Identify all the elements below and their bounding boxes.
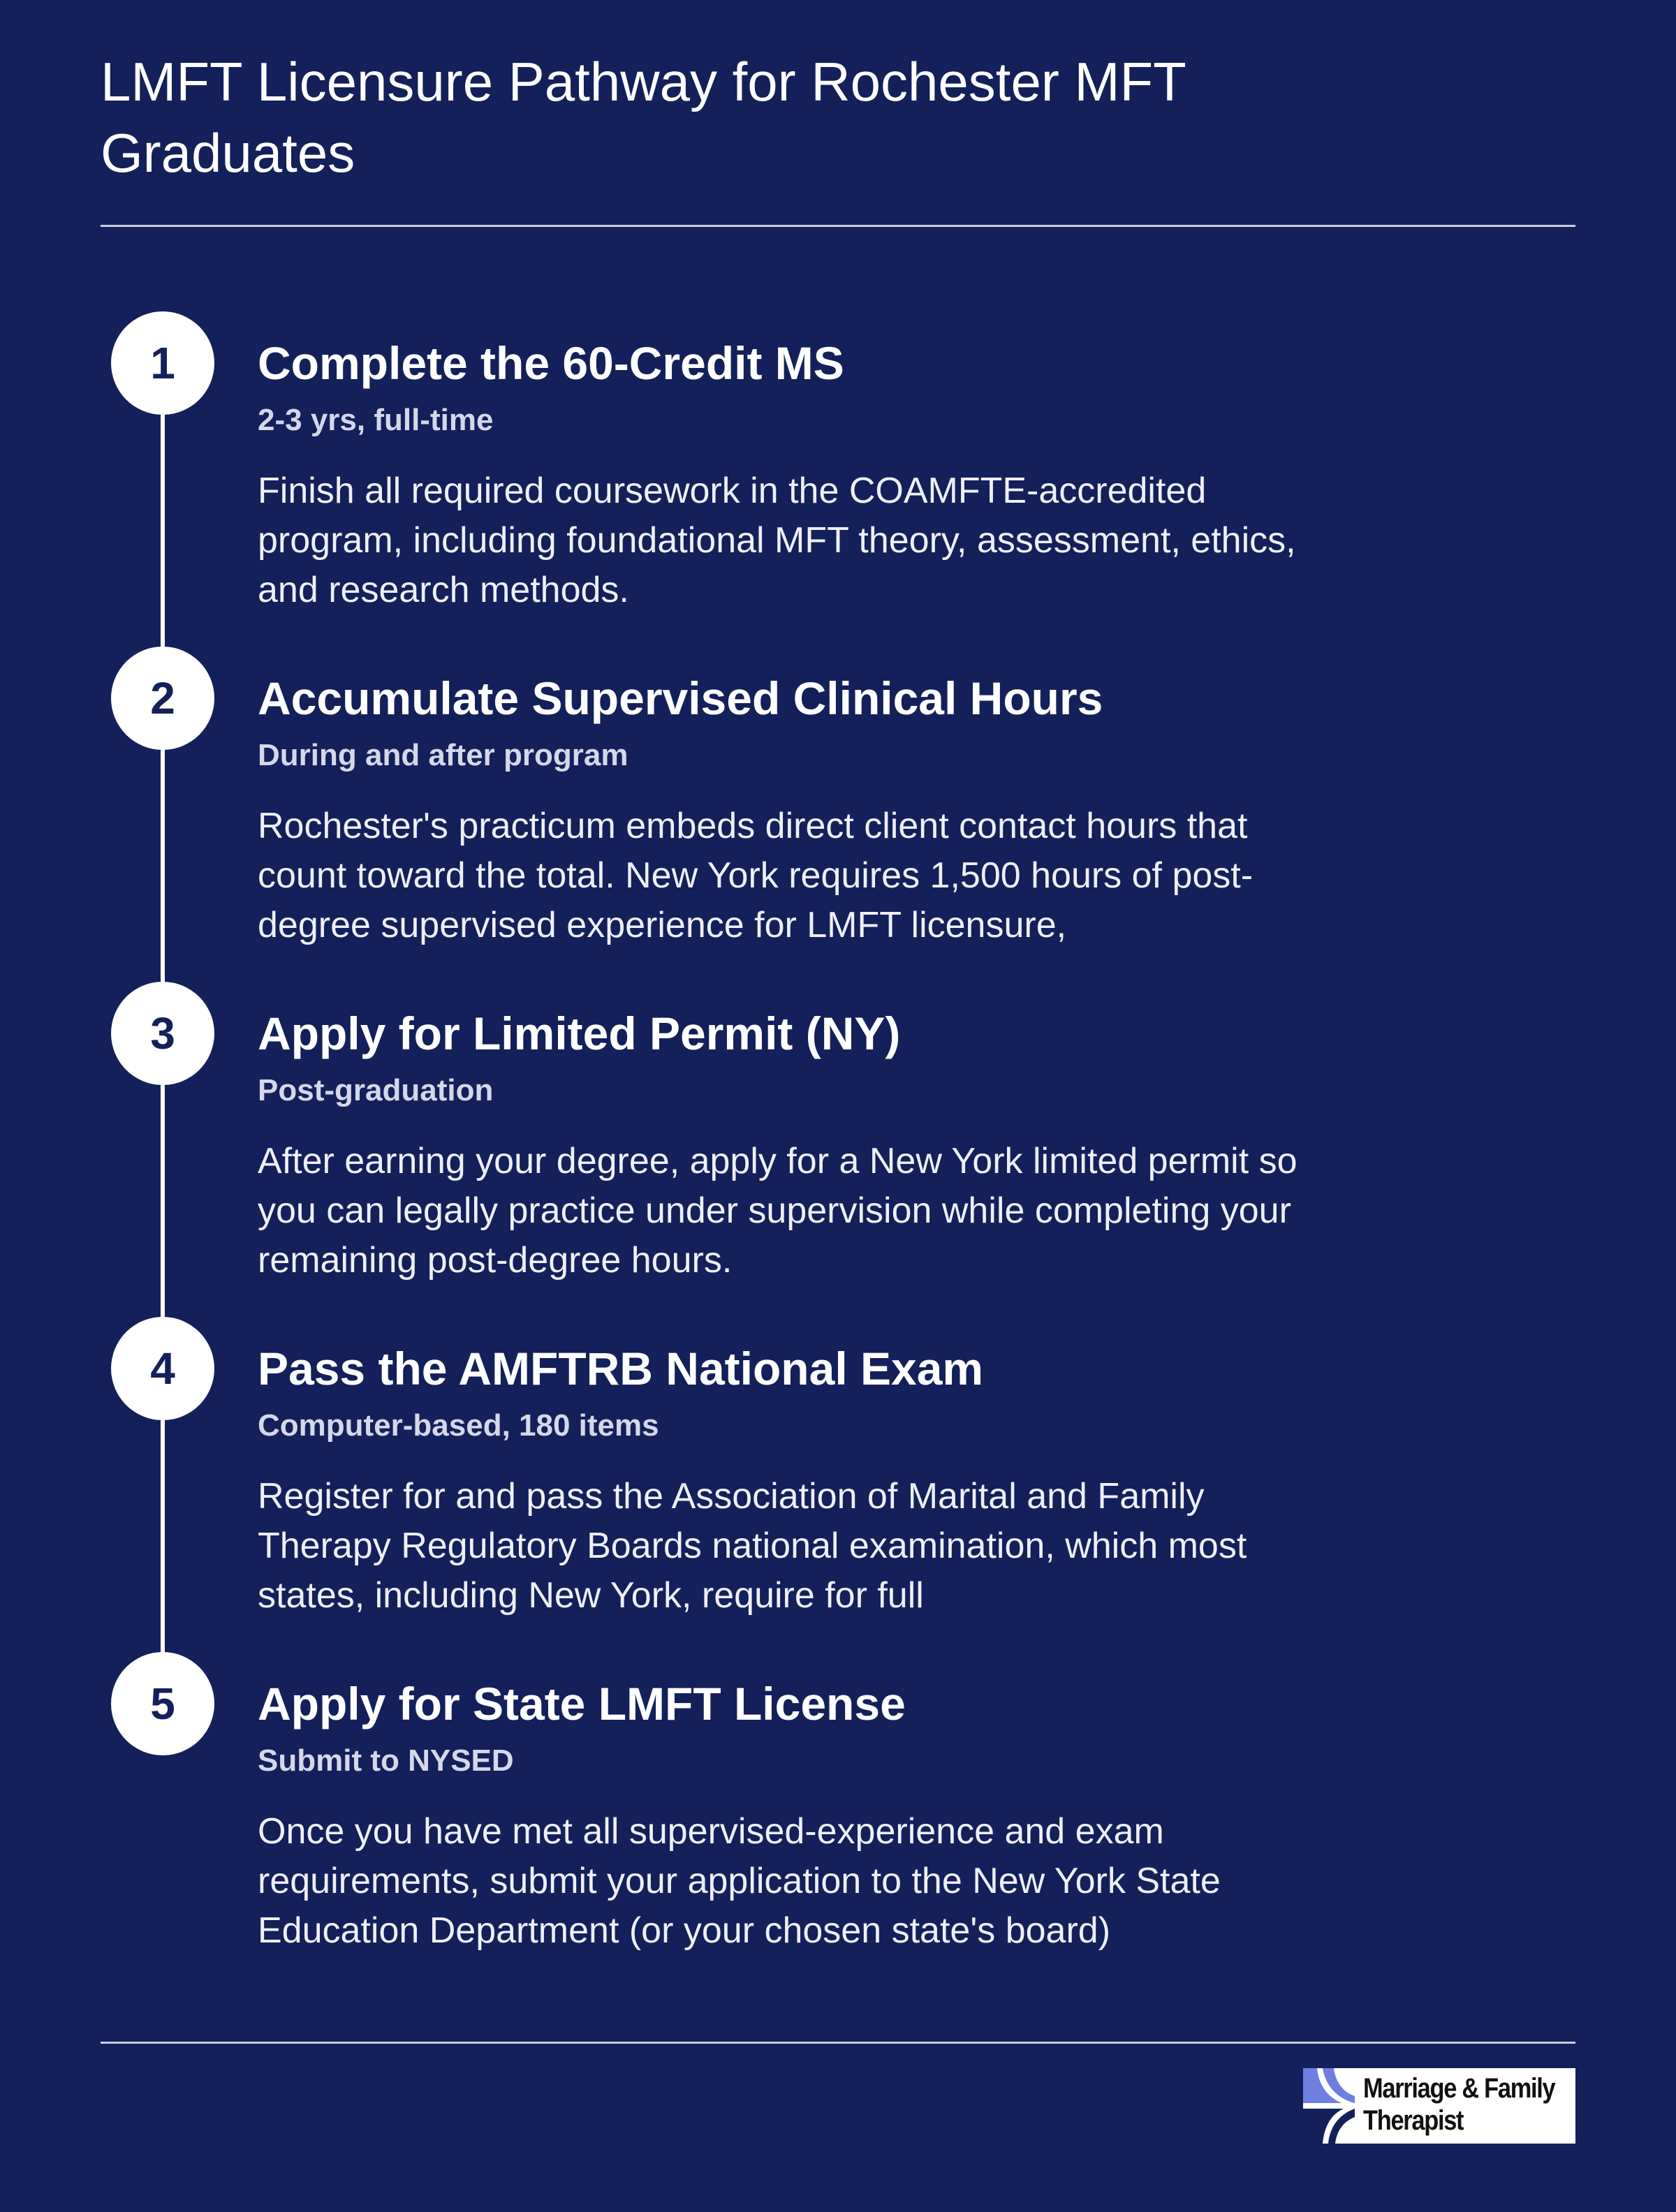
step-number-badge: 4 bbox=[111, 1317, 214, 1420]
step-number-badge: 2 bbox=[111, 647, 214, 750]
step-title: Pass the AMFTRB National Exam bbox=[258, 1343, 984, 1394]
step-number-badge: 1 bbox=[111, 311, 214, 415]
step-subtitle: Submit to NYSED bbox=[258, 1743, 514, 1778]
step-description: Rochester's practicum embeds direct client contact hours that count toward the total. New York requires 1,500 hours of post-degree supervised experience for LMFT licensure, bbox=[258, 806, 1254, 945]
step-description: After earning your degree, apply for a New York limited permit so you can legally practice under supervision while completing your remaining post-degree hours. bbox=[258, 1141, 1298, 1281]
page-title: LMFT Licensure Pathway for Rochester MFT Graduates bbox=[101, 51, 1186, 184]
logo-wordmark bbox=[1363, 2072, 1554, 2137]
step-title: Accumulate Supervised Clinical Hours bbox=[258, 672, 1103, 724]
step-number-badge: 3 bbox=[111, 982, 214, 1085]
step-number-badge: 5 bbox=[111, 1652, 214, 1755]
logo-line-1: Marriage & Family bbox=[1363, 2073, 1555, 2104]
footer-divider bbox=[101, 2042, 1575, 2044]
brand-logo[interactable] bbox=[1303, 2068, 1575, 2144]
step-title: Apply for State LMFT License bbox=[258, 1678, 906, 1730]
step-subtitle: 2-3 yrs, full-time bbox=[258, 403, 494, 437]
step-title: Complete the 60-Credit MS bbox=[258, 337, 844, 389]
header-divider bbox=[101, 225, 1575, 227]
step-subtitle: Post-graduation bbox=[258, 1073, 494, 1107]
logo-line-2: Therapist bbox=[1363, 2105, 1464, 2136]
step-description: Finish all required coursework in the COAMFTE-accredited program, including foundational MFT theory, assessment, ethics, and research methods. bbox=[258, 471, 1296, 610]
step-subtitle: During and after program bbox=[258, 738, 628, 772]
step-title: Apply for Limited Permit (NY) bbox=[258, 1008, 901, 1059]
step-subtitle: Computer-based, 180 items bbox=[258, 1408, 659, 1443]
step-description: Register for and pass the Association of Marital and Family Therapy Regulatory Boards national examination, which most states, including New York, require for full bbox=[258, 1476, 1247, 1616]
logo-mark-icon bbox=[1303, 2068, 1365, 2144]
step-description: Once you have met all supervised-experience and exam requirements, submit your application to the New York State Education Department (or your chosen state's board) bbox=[258, 1811, 1221, 1951]
